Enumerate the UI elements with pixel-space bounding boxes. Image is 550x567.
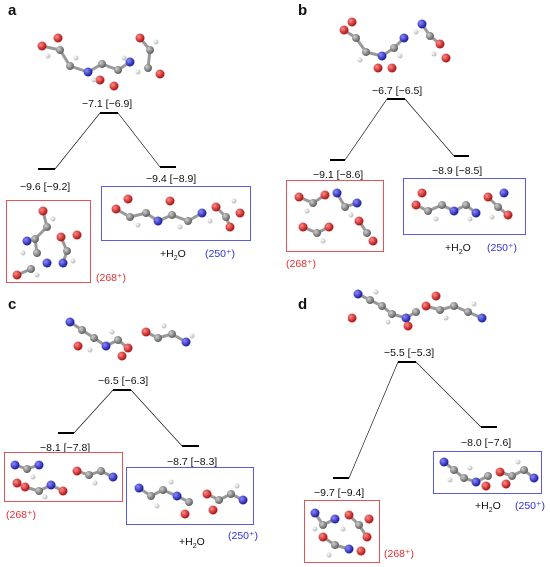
product-box-red	[6, 200, 91, 283]
molecule-structure-image	[404, 179, 525, 234]
connector-line	[345, 99, 387, 160]
left-product-tag: (268⁺)	[286, 258, 317, 270]
right-energy-label: −9.4 [−8.9]	[146, 173, 197, 185]
connector-line	[131, 390, 182, 446]
connector-line	[349, 362, 398, 478]
panel-label: a	[8, 2, 17, 19]
molecule-structure-image	[287, 181, 383, 251]
product-box-blue	[403, 178, 526, 235]
panel-label: c	[8, 296, 17, 313]
product-box-red	[4, 452, 123, 502]
product-box-blue	[126, 467, 254, 525]
connector-line	[74, 390, 113, 433]
right-product-tag: (250⁺)	[487, 242, 518, 254]
left-product-tag: (268⁺)	[384, 548, 415, 560]
top-energy-label: −6.5 [−6.3]	[98, 375, 149, 387]
product-box-blue	[433, 451, 542, 494]
molecule-structure-image	[127, 468, 253, 524]
connector-line	[55, 113, 100, 169]
water-label: $+H_2O$	[160, 248, 186, 263]
right-product-tag: (250⁺)	[228, 530, 259, 542]
panel-c-levels	[58, 390, 199, 446]
molecule-structure-image	[5, 453, 122, 501]
left-energy-label: −9.7 [−9.4]	[314, 487, 365, 499]
right-energy-label: −8.9 [−8.5]	[432, 165, 483, 177]
molecule-structure-image	[60, 310, 200, 365]
product-box-red	[286, 180, 384, 252]
connector-line	[405, 99, 454, 156]
panel-b-levels	[330, 99, 469, 160]
water-label: $+H_2O$	[179, 536, 205, 551]
panel-a-levels	[38, 113, 176, 169]
panel-label: b	[298, 2, 308, 19]
molecule-structure-image	[102, 187, 250, 240]
left-energy-label: −9.1 [−8.6]	[313, 169, 364, 181]
product-box-red	[304, 500, 380, 563]
molecule-structure-image	[305, 501, 379, 562]
right-product-tag: (250⁺)	[205, 248, 236, 260]
left-energy-label: −8.1 [−7.8]	[40, 442, 91, 454]
water-label: $+H_2O$	[445, 242, 471, 257]
water-label: $+H_2O$	[475, 500, 501, 515]
left-product-tag: (268⁺)	[6, 509, 37, 521]
molecule-structure-image	[348, 284, 498, 334]
connector-line	[416, 362, 481, 427]
top-energy-label: −5.5 [−5.3]	[384, 347, 435, 359]
molecule-structure-image	[330, 10, 460, 78]
panel-label: d	[298, 296, 308, 313]
top-energy-label: −6.7 [−6.5]	[372, 85, 423, 97]
molecule-structure-image	[434, 452, 541, 493]
molecule-structure-image	[7, 201, 90, 282]
connector-line	[118, 113, 160, 167]
right-product-tag: (250⁺)	[515, 500, 546, 512]
molecule-structure-image	[30, 28, 170, 98]
right-energy-label: −8.0 [−7.6]	[461, 437, 512, 449]
right-energy-label: −8.7 [−8.3]	[167, 456, 218, 468]
left-energy-label: −9.6 [−9.2]	[20, 181, 71, 193]
top-energy-label: −7.1 [−6.9]	[82, 98, 133, 110]
product-box-blue	[101, 186, 251, 241]
left-product-tag: (268⁺)	[96, 272, 127, 284]
